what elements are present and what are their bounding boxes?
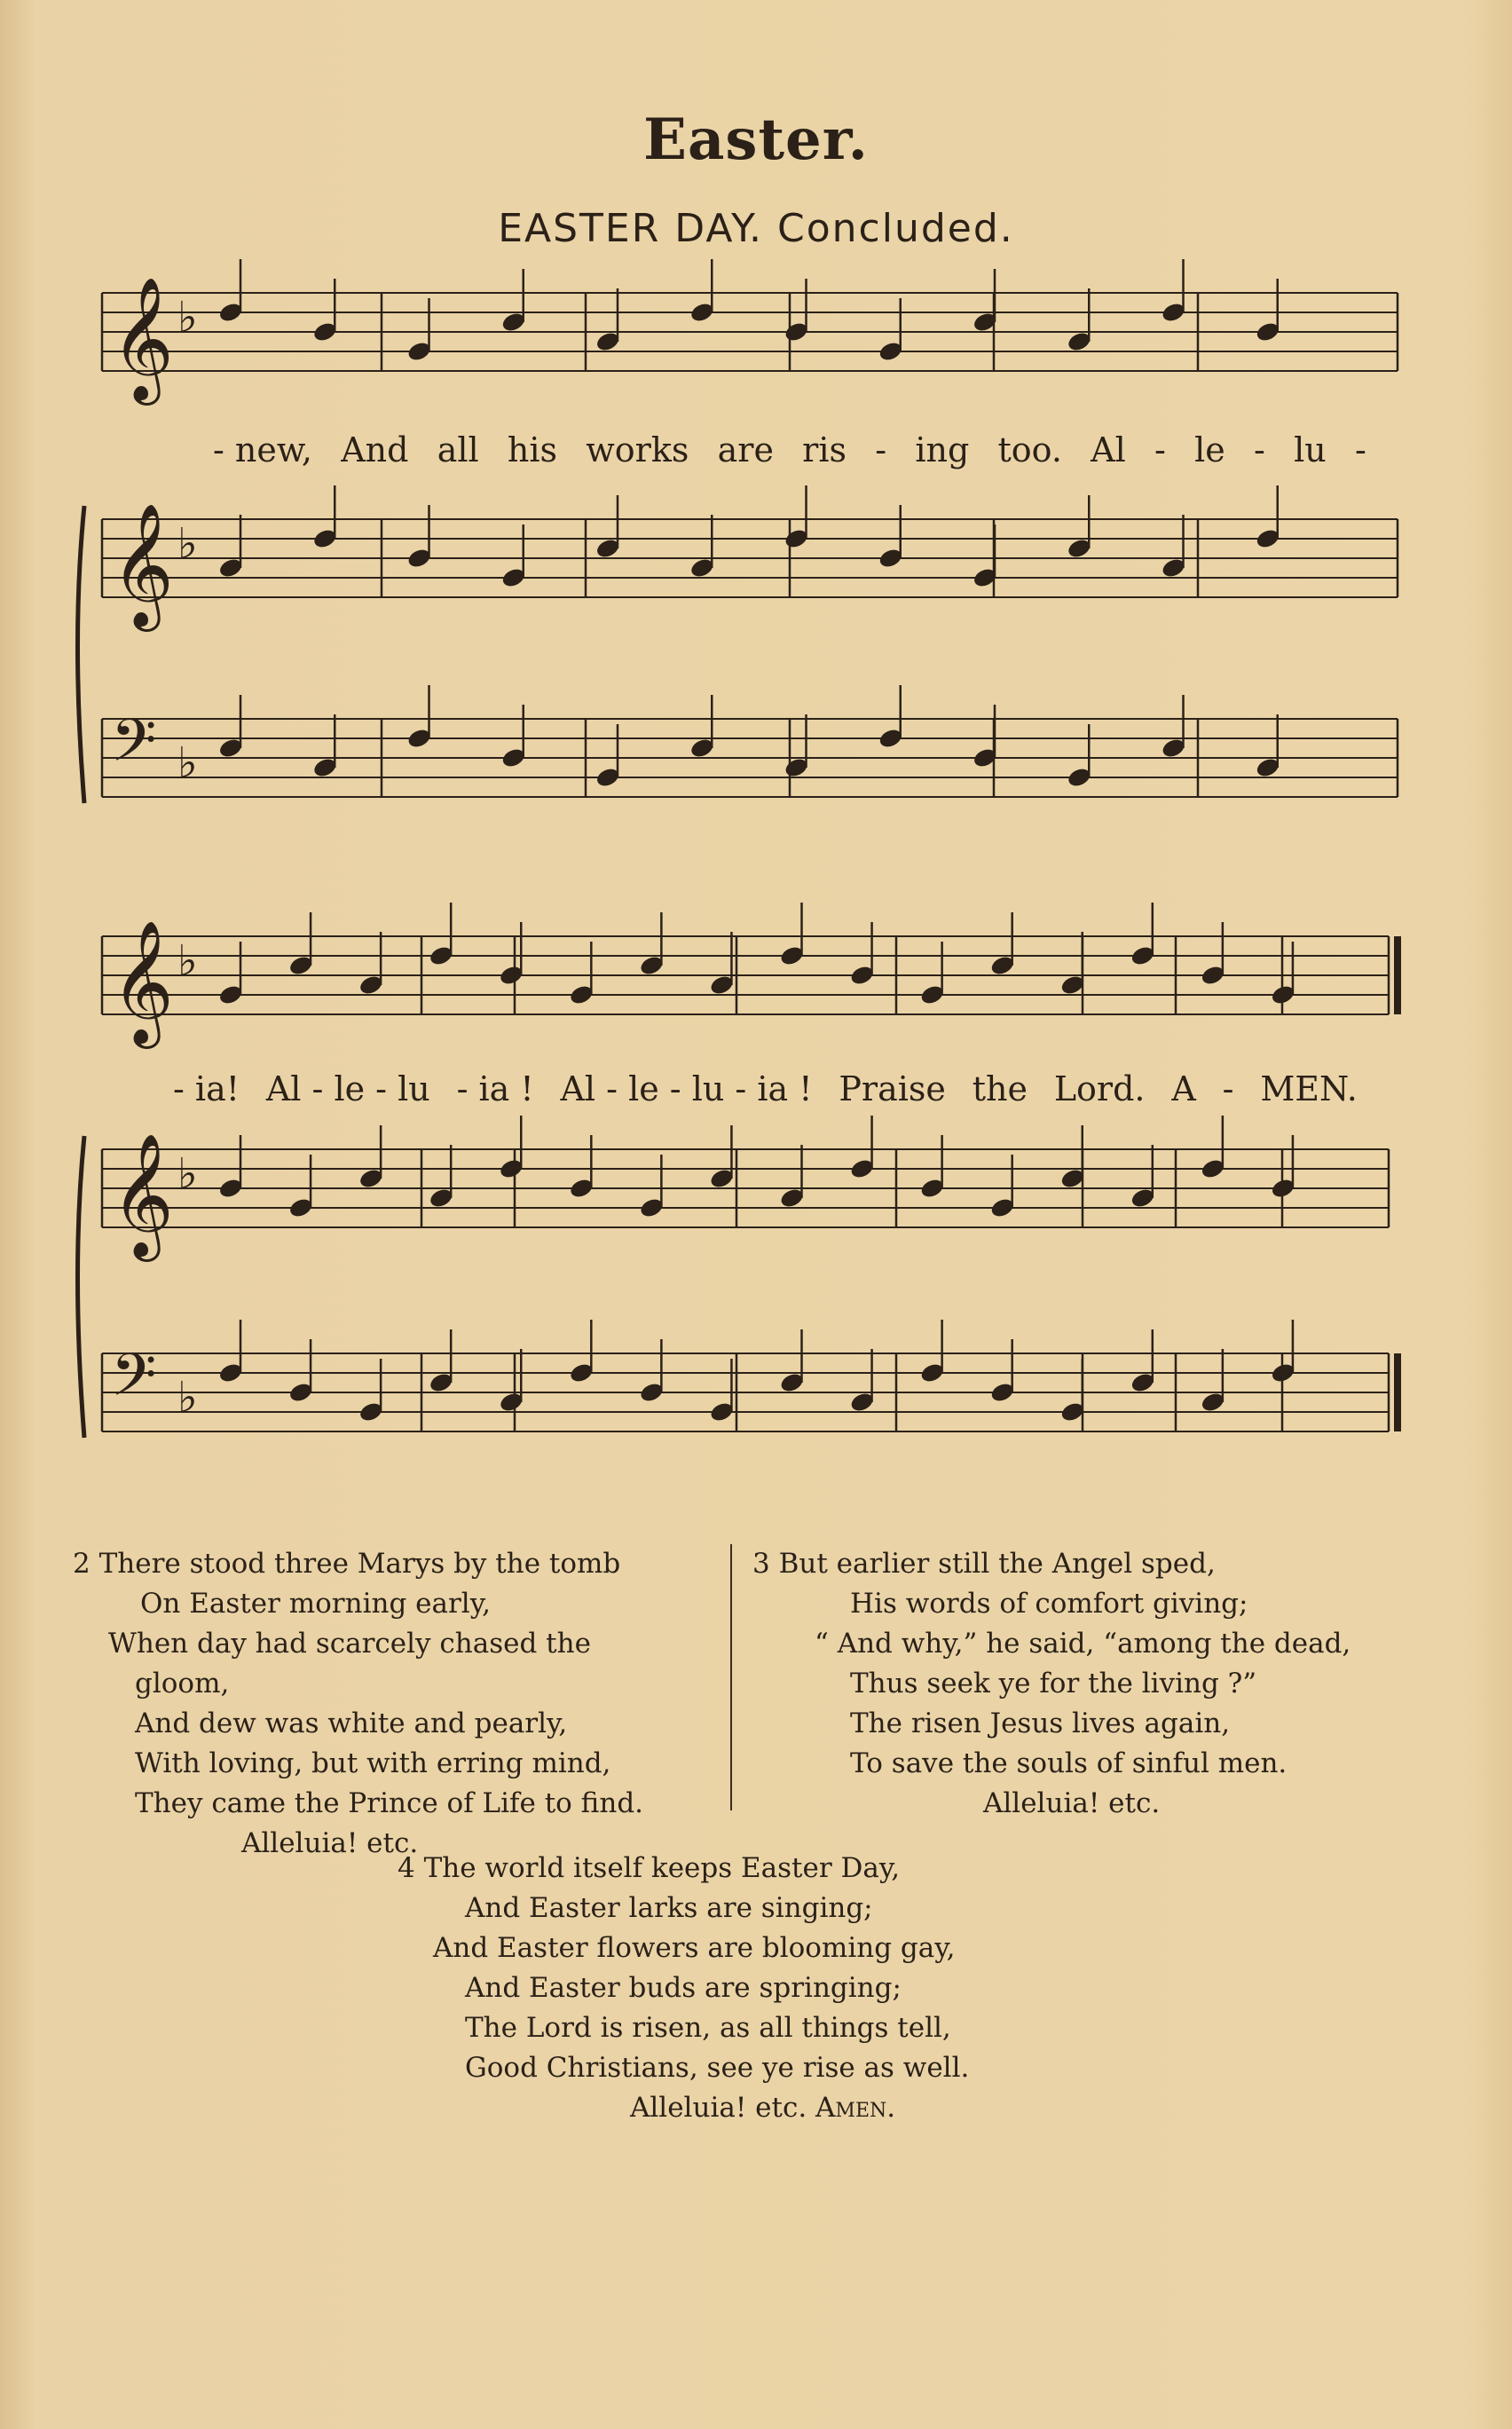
lyrics-system-2 (173, 1069, 1358, 1108)
clefs (111, 277, 198, 1423)
verse-3 (752, 1544, 1427, 1824)
verse-line: 3 But earlier still the Angel sped, (752, 1548, 1216, 1580)
lyric: Praise (839, 1069, 946, 1108)
lyric: ing (915, 430, 970, 469)
lyric: le (1194, 430, 1225, 469)
verse-line: On Easter morning early, (140, 1588, 491, 1620)
lyric: are (717, 430, 774, 469)
treble-clef-icon: 𝄞 (111, 920, 174, 1044)
page-title: Easter. (643, 106, 869, 173)
verse-line: His words of comfort giving; (850, 1588, 1248, 1620)
flat-icon: ♭ (177, 1149, 198, 1199)
lyric: the (972, 1069, 1028, 1108)
lyric: all (437, 430, 479, 469)
bass-clef-icon: 𝄢 (111, 1341, 157, 1423)
system-brace (78, 506, 85, 803)
verse-line: Thus seek ye for the living ?” (850, 1668, 1257, 1700)
lyric: Lord. (1053, 1069, 1146, 1108)
verse-line: Good Christians, see ye rise as well. (465, 2052, 970, 2084)
treble-clef-icon: 𝄞 (111, 277, 174, 400)
verse-line: With loving, but with erring mind, (135, 1747, 611, 1779)
verse-line: The risen Jesus lives again, (850, 1707, 1231, 1739)
verse-line: And dew was white and pearly, (135, 1707, 568, 1739)
verse-line: And Easter buds are springing; (465, 1972, 902, 2004)
lyric: - (1154, 430, 1166, 469)
lyric: his (507, 430, 558, 469)
flat-icon: ♭ (177, 738, 198, 788)
lyric: Al - le - lu (265, 1069, 430, 1108)
verse-2 (73, 1544, 712, 1864)
lyric: - (1253, 430, 1265, 469)
amen-text: Amen. (815, 2092, 896, 2124)
lyric: - ia ! (456, 1069, 534, 1108)
verse-line: And Easter larks are singing; (465, 1892, 873, 1924)
lyric: Al (1091, 430, 1126, 469)
flat-icon: ♭ (177, 1373, 198, 1423)
lyric: - (875, 430, 887, 469)
verse-line (398, 2088, 1196, 2128)
lyric: - new, (213, 430, 312, 469)
verse-4 (398, 1849, 1196, 2128)
treble-clef-icon: 𝄞 (111, 1133, 174, 1257)
lyric: And (341, 430, 409, 469)
bass-clef-icon: 𝄢 (111, 706, 157, 789)
verse-line: To save the souls of sinful men. (850, 1747, 1288, 1779)
flat-icon: ♭ (177, 519, 198, 569)
verse-line: When day had scarcely chased the (108, 1628, 591, 1660)
verse-line: They came the Prince of Life to find. (135, 1787, 644, 1819)
lyric: MEN. (1260, 1069, 1358, 1108)
system-brace (78, 1136, 85, 1438)
lyric: Al - le - lu - ia ! (560, 1069, 813, 1108)
verse-line: Alleluia! etc. (983, 1787, 1161, 1819)
verse-line: 2 There stood three Marys by the tomb (73, 1548, 621, 1580)
lyric: A (1171, 1069, 1196, 1108)
lyric: - (1222, 1069, 1234, 1108)
verse-line: “ And why,” he said, “among the dead, (815, 1628, 1351, 1660)
flat-icon: ♭ (177, 293, 198, 343)
treble-clef-icon: 𝄞 (111, 503, 174, 627)
verse-line: And Easter flowers are blooming gay, (433, 1932, 956, 1964)
hymn-subtitle: EASTER DAY. Concluded. (498, 206, 1014, 251)
alleluia-text: Alleluia! etc. (630, 2092, 807, 2124)
lyric: too. (997, 430, 1062, 469)
verse-line: The Lord is risen, as all things tell, (465, 2012, 951, 2044)
verse-line: 4 The world itself keeps Easter Day, (398, 1852, 901, 1884)
verse-line: gloom, (135, 1668, 230, 1700)
lyric: lu (1294, 430, 1327, 469)
lyric: works (586, 430, 689, 469)
lyric: ris (802, 430, 847, 469)
lyric: - ia! (173, 1069, 240, 1108)
verse-line: Alleluia! etc. (241, 1827, 419, 1859)
lyric: - (1354, 430, 1366, 469)
lyrics-system-1 (213, 430, 1366, 469)
verse-divider (730, 1544, 732, 1810)
flat-icon: ♭ (177, 936, 198, 986)
